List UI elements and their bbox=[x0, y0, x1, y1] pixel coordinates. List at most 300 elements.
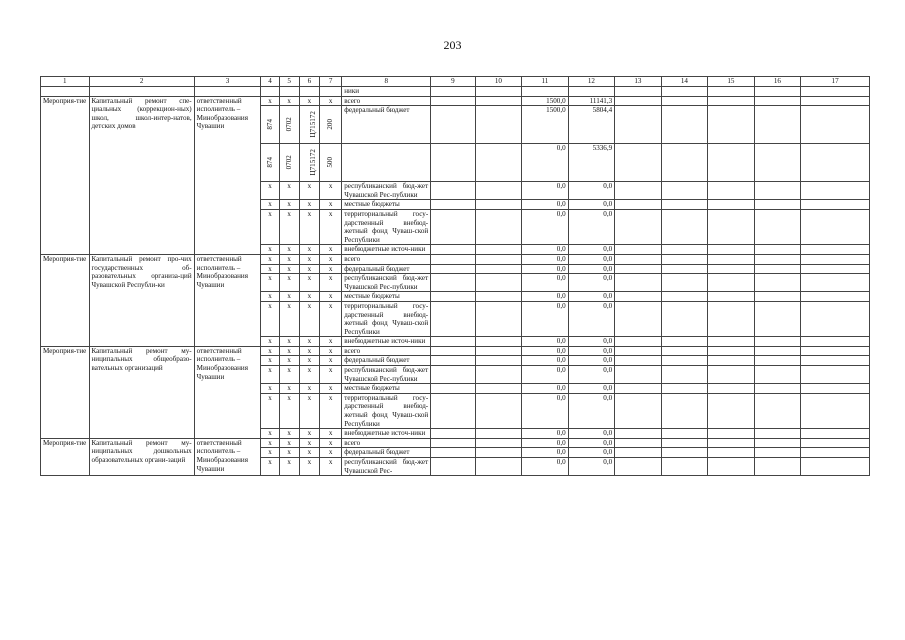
empty-cell bbox=[801, 356, 870, 366]
empty-cell bbox=[475, 96, 522, 106]
value-cell-col12: 0,0 bbox=[568, 292, 615, 302]
empty-cell bbox=[475, 106, 522, 144]
code-cell: x bbox=[320, 245, 342, 255]
empty-cell bbox=[754, 144, 801, 182]
code-value: 200 bbox=[326, 119, 335, 131]
empty-cell bbox=[431, 393, 475, 428]
code-cell: x bbox=[320, 301, 342, 336]
empty-cell bbox=[615, 429, 662, 439]
code-cell: x bbox=[320, 96, 342, 106]
empty-cell bbox=[754, 356, 801, 366]
empty-cell bbox=[431, 337, 475, 347]
source-cell: республиканский бюд-жет Чувашской Рес-публики bbox=[342, 366, 431, 384]
empty-cell bbox=[754, 301, 801, 336]
budget-table bbox=[40, 76, 870, 476]
empty-cell bbox=[475, 429, 522, 439]
responsible-cell: ответственный исполнитель – Минобразования Чувашии bbox=[194, 96, 261, 254]
empty-cell bbox=[661, 274, 708, 292]
empty-cell bbox=[754, 292, 801, 302]
column-header: 17 bbox=[801, 77, 870, 87]
empty-cell bbox=[801, 337, 870, 347]
code-cell: x bbox=[299, 438, 319, 448]
empty-cell bbox=[431, 366, 475, 384]
value-cell-col11: 0,0 bbox=[522, 301, 569, 336]
value-cell-col12: 0,0 bbox=[568, 438, 615, 448]
code-cell: x bbox=[261, 458, 279, 476]
empty-cell bbox=[661, 301, 708, 336]
empty-cell bbox=[431, 254, 475, 264]
empty-cell bbox=[708, 356, 755, 366]
code-value: 0702 bbox=[284, 155, 293, 170]
empty-cell bbox=[801, 448, 870, 458]
empty-cell bbox=[431, 106, 475, 144]
source-cell: всего bbox=[342, 346, 431, 356]
empty-cell bbox=[801, 301, 870, 336]
code-cell: x bbox=[320, 274, 342, 292]
code-cell bbox=[320, 106, 342, 144]
empty-cell bbox=[475, 448, 522, 458]
empty-cell bbox=[475, 144, 522, 182]
code-cell: x bbox=[261, 356, 279, 366]
empty-cell bbox=[708, 245, 755, 255]
empty-cell bbox=[661, 96, 708, 106]
column-header: 12 bbox=[568, 77, 615, 87]
empty-cell bbox=[708, 274, 755, 292]
code-cell: x bbox=[299, 254, 319, 264]
source-cell: федеральный бюджет bbox=[342, 448, 431, 458]
column-header: 2 bbox=[89, 77, 194, 87]
empty-cell bbox=[708, 182, 755, 200]
code-cell: x bbox=[320, 458, 342, 476]
code-cell: x bbox=[279, 448, 299, 458]
code-cell: x bbox=[279, 182, 299, 200]
empty-cell bbox=[661, 209, 708, 244]
value-cell-col12: 0,0 bbox=[568, 274, 615, 292]
code-cell: x bbox=[299, 448, 319, 458]
code-cell: x bbox=[320, 209, 342, 244]
value-cell-col11: 0,0 bbox=[522, 438, 569, 448]
value-cell-col11: 0,0 bbox=[522, 182, 569, 200]
value-cell-col12: 5804,4 bbox=[568, 106, 615, 144]
code-cell bbox=[261, 144, 279, 182]
value-cell-col11: 0,0 bbox=[522, 292, 569, 302]
value-cell-col11: 0,0 bbox=[522, 458, 569, 476]
value-cell-col11: 0,0 bbox=[522, 264, 569, 274]
empty-cell bbox=[708, 96, 755, 106]
empty-cell bbox=[708, 384, 755, 394]
empty-cell bbox=[615, 384, 662, 394]
empty-cell bbox=[661, 87, 708, 97]
code-cell: x bbox=[320, 393, 342, 428]
empty-cell bbox=[475, 274, 522, 292]
empty-cell bbox=[615, 438, 662, 448]
code-cell: x bbox=[320, 200, 342, 210]
empty-cell bbox=[475, 264, 522, 274]
code-cell bbox=[279, 144, 299, 182]
empty-cell bbox=[801, 346, 870, 356]
empty-cell bbox=[615, 356, 662, 366]
code-cell: x bbox=[261, 384, 279, 394]
empty-cell bbox=[801, 245, 870, 255]
source-cell: местные бюджеты bbox=[342, 200, 431, 210]
code-cell: x bbox=[279, 356, 299, 366]
source-cell: внебюджетные источ-ники bbox=[342, 337, 431, 347]
code-value: Ц715172 bbox=[308, 111, 317, 138]
code-cell: x bbox=[320, 254, 342, 264]
page-number: 203 bbox=[443, 38, 462, 52]
source-cell: республиканский бюд-жет Чувашской Рес-публики bbox=[342, 182, 431, 200]
value-cell-col12: 0,0 bbox=[568, 245, 615, 255]
header-row bbox=[41, 77, 870, 87]
source-cell: всего bbox=[342, 254, 431, 264]
empty-cell bbox=[801, 182, 870, 200]
empty-cell bbox=[299, 87, 319, 97]
empty-cell bbox=[801, 384, 870, 394]
code-cell: x bbox=[279, 384, 299, 394]
empty-cell bbox=[431, 96, 475, 106]
source-cell: всего bbox=[342, 96, 431, 106]
column-header: 8 bbox=[342, 77, 431, 87]
code-cell: x bbox=[299, 292, 319, 302]
empty-cell bbox=[754, 337, 801, 347]
empty-cell bbox=[754, 200, 801, 210]
value-cell-col12: 0,0 bbox=[568, 254, 615, 264]
code-cell: x bbox=[320, 429, 342, 439]
value-cell-col12: 0,0 bbox=[568, 366, 615, 384]
empty-cell bbox=[801, 292, 870, 302]
event-type-cell: Мероприя-тие bbox=[41, 346, 90, 438]
empty-cell bbox=[801, 87, 870, 97]
empty-cell bbox=[615, 274, 662, 292]
code-cell: x bbox=[279, 209, 299, 244]
empty-cell bbox=[708, 264, 755, 274]
code-cell: x bbox=[320, 346, 342, 356]
empty-cell bbox=[522, 87, 569, 97]
empty-cell bbox=[615, 245, 662, 255]
source-cell: республиканский бюд-жет Чувашской Рес- bbox=[342, 458, 431, 476]
code-cell: x bbox=[279, 366, 299, 384]
empty-cell bbox=[41, 87, 90, 97]
empty-cell bbox=[661, 245, 708, 255]
empty-cell bbox=[754, 458, 801, 476]
source-cell: территориальный госу-дарственный внебюд-жетный фонд Чуваш-ской Республики bbox=[342, 209, 431, 244]
value-cell-col11: 0,0 bbox=[522, 346, 569, 356]
source-cell bbox=[342, 144, 431, 182]
empty-cell bbox=[475, 393, 522, 428]
code-cell: x bbox=[299, 245, 319, 255]
value-cell-col12: 0,0 bbox=[568, 301, 615, 336]
event-name-cell: Капитальный ремонт му-ниципальных общеобразо-вательных организаций bbox=[89, 346, 194, 438]
code-cell: x bbox=[279, 96, 299, 106]
column-header: 5 bbox=[279, 77, 299, 87]
column-header: 11 bbox=[522, 77, 569, 87]
empty-cell bbox=[475, 245, 522, 255]
value-cell-col12: 0,0 bbox=[568, 209, 615, 244]
empty-cell bbox=[801, 254, 870, 264]
code-cell: x bbox=[261, 182, 279, 200]
value-cell-col12: 0,0 bbox=[568, 429, 615, 439]
empty-cell bbox=[708, 346, 755, 356]
empty-cell bbox=[754, 87, 801, 97]
source-cell: федеральный бюджет bbox=[342, 106, 431, 144]
responsible-cell: ответственный исполнитель – Минобразования Чувашии bbox=[194, 254, 261, 346]
code-cell: x bbox=[320, 448, 342, 458]
empty-cell bbox=[431, 200, 475, 210]
empty-cell bbox=[708, 200, 755, 210]
value-cell-col12: 11141,3 bbox=[568, 96, 615, 106]
empty-cell bbox=[801, 264, 870, 274]
code-cell bbox=[299, 144, 319, 182]
code-cell: x bbox=[299, 384, 319, 394]
code-cell: x bbox=[261, 274, 279, 292]
responsible-cell: ответственный исполнитель – Минобразования Чувашии bbox=[194, 438, 261, 475]
empty-cell bbox=[431, 144, 475, 182]
column-header: 15 bbox=[708, 77, 755, 87]
empty-cell bbox=[801, 209, 870, 244]
code-cell: x bbox=[299, 209, 319, 244]
code-cell: x bbox=[299, 301, 319, 336]
empty-cell bbox=[754, 245, 801, 255]
column-header: 16 bbox=[754, 77, 801, 87]
code-cell: x bbox=[261, 448, 279, 458]
empty-cell bbox=[615, 448, 662, 458]
code-cell: x bbox=[261, 200, 279, 210]
value-cell-col11: 0,0 bbox=[522, 448, 569, 458]
event-name-cell: Капитальный ремонт про-чих государственных об-разовательных организа-ций Чувашской Республи-ки bbox=[89, 254, 194, 346]
value-cell-col11: 0,0 bbox=[522, 254, 569, 264]
empty-cell bbox=[754, 393, 801, 428]
empty-cell bbox=[661, 200, 708, 210]
code-value: Ц715172 bbox=[308, 149, 317, 176]
empty-cell bbox=[475, 200, 522, 210]
value-cell-col11: 0,0 bbox=[522, 200, 569, 210]
value-cell-col11: 0,0 bbox=[522, 209, 569, 244]
code-cell: x bbox=[261, 96, 279, 106]
empty-cell bbox=[615, 144, 662, 182]
code-cell: x bbox=[299, 337, 319, 347]
value-cell-col11: 0,0 bbox=[522, 429, 569, 439]
value-cell-col12: 5336,9 bbox=[568, 144, 615, 182]
table-row bbox=[41, 346, 870, 356]
value-cell-col12: 0,0 bbox=[568, 200, 615, 210]
source-cell: федеральный бюджет bbox=[342, 264, 431, 274]
empty-cell bbox=[661, 393, 708, 428]
event-type-cell: Мероприя-тие bbox=[41, 438, 90, 475]
value-cell-col11: 0,0 bbox=[522, 337, 569, 347]
empty-cell bbox=[431, 301, 475, 336]
code-cell: x bbox=[299, 182, 319, 200]
empty-cell bbox=[615, 106, 662, 144]
empty-cell bbox=[754, 209, 801, 244]
empty-cell bbox=[661, 292, 708, 302]
empty-cell bbox=[615, 182, 662, 200]
code-cell: x bbox=[320, 356, 342, 366]
empty-cell bbox=[754, 438, 801, 448]
empty-cell bbox=[194, 87, 261, 97]
table-row bbox=[41, 438, 870, 448]
empty-cell bbox=[661, 144, 708, 182]
empty-cell bbox=[801, 393, 870, 428]
code-value: 874 bbox=[265, 119, 274, 131]
value-cell-col12: 0,0 bbox=[568, 448, 615, 458]
empty-cell bbox=[801, 200, 870, 210]
code-cell: x bbox=[299, 264, 319, 274]
empty-cell bbox=[431, 356, 475, 366]
empty-cell bbox=[615, 200, 662, 210]
code-cell: x bbox=[320, 384, 342, 394]
empty-cell bbox=[708, 393, 755, 428]
code-cell: x bbox=[299, 274, 319, 292]
empty-cell bbox=[615, 301, 662, 336]
empty-cell bbox=[754, 96, 801, 106]
table-row bbox=[41, 87, 870, 97]
empty-cell bbox=[431, 458, 475, 476]
value-cell-col11: 0,0 bbox=[522, 393, 569, 428]
code-cell: x bbox=[279, 264, 299, 274]
empty-cell bbox=[475, 356, 522, 366]
code-cell: x bbox=[299, 346, 319, 356]
source-cell: местные бюджеты bbox=[342, 384, 431, 394]
code-cell: x bbox=[320, 182, 342, 200]
code-cell: x bbox=[299, 429, 319, 439]
empty-cell bbox=[708, 106, 755, 144]
empty-cell bbox=[431, 429, 475, 439]
empty-cell bbox=[475, 337, 522, 347]
code-cell: x bbox=[279, 346, 299, 356]
code-cell bbox=[279, 106, 299, 144]
empty-cell bbox=[615, 209, 662, 244]
empty-cell bbox=[431, 245, 475, 255]
column-header: 6 bbox=[299, 77, 319, 87]
table-row bbox=[41, 254, 870, 264]
source-cell: ники bbox=[342, 87, 431, 97]
empty-cell bbox=[754, 448, 801, 458]
empty-cell bbox=[661, 356, 708, 366]
column-header: 13 bbox=[615, 77, 662, 87]
empty-cell bbox=[708, 448, 755, 458]
table-row bbox=[41, 96, 870, 106]
event-type-cell: Мероприя-тие bbox=[41, 254, 90, 346]
empty-cell bbox=[615, 87, 662, 97]
code-cell: x bbox=[279, 458, 299, 476]
empty-cell bbox=[615, 96, 662, 106]
source-cell: территориальный госу-дарственный внебюд-жетный фонд Чуваш-ской Республики bbox=[342, 301, 431, 336]
value-cell-col11: 1500,0 bbox=[522, 96, 569, 106]
value-cell-col12: 0,0 bbox=[568, 393, 615, 428]
empty-cell bbox=[661, 448, 708, 458]
code-cell: x bbox=[261, 264, 279, 274]
code-cell: x bbox=[261, 292, 279, 302]
code-cell: x bbox=[261, 393, 279, 428]
value-cell-col12: 0,0 bbox=[568, 337, 615, 347]
code-cell: x bbox=[320, 366, 342, 384]
empty-cell bbox=[320, 87, 342, 97]
empty-cell bbox=[431, 274, 475, 292]
column-header: 1 bbox=[41, 77, 90, 87]
event-name-cell: Капитальный ремонт спе-циальных (коррекцион-ных) школ, школ-интер-натов, детских домов bbox=[89, 96, 194, 254]
empty-cell bbox=[754, 264, 801, 274]
code-cell: x bbox=[320, 264, 342, 274]
empty-cell bbox=[801, 144, 870, 182]
code-cell: x bbox=[299, 356, 319, 366]
code-cell: x bbox=[261, 245, 279, 255]
code-cell: x bbox=[261, 346, 279, 356]
empty-cell bbox=[801, 106, 870, 144]
empty-cell bbox=[661, 346, 708, 356]
code-cell: x bbox=[299, 458, 319, 476]
value-cell-col12: 0,0 bbox=[568, 458, 615, 476]
empty-cell bbox=[708, 458, 755, 476]
empty-cell bbox=[431, 182, 475, 200]
value-cell-col11: 0,0 bbox=[522, 384, 569, 394]
empty-cell bbox=[661, 384, 708, 394]
empty-cell bbox=[475, 292, 522, 302]
column-header: 14 bbox=[661, 77, 708, 87]
code-cell: x bbox=[279, 438, 299, 448]
column-header: 7 bbox=[320, 77, 342, 87]
empty-cell bbox=[661, 429, 708, 439]
empty-cell bbox=[615, 458, 662, 476]
empty-cell bbox=[661, 366, 708, 384]
value-cell-col11: 1500,0 bbox=[522, 106, 569, 144]
empty-cell bbox=[661, 337, 708, 347]
empty-cell bbox=[475, 438, 522, 448]
empty-cell bbox=[431, 438, 475, 448]
value-cell-col12: 0,0 bbox=[568, 384, 615, 394]
code-cell: x bbox=[279, 200, 299, 210]
empty-cell bbox=[568, 87, 615, 97]
code-cell bbox=[261, 106, 279, 144]
empty-cell bbox=[708, 429, 755, 439]
code-cell: x bbox=[320, 438, 342, 448]
code-cell: x bbox=[261, 438, 279, 448]
source-cell: республиканский бюд-жет Чувашской Рес-публики bbox=[342, 274, 431, 292]
empty-cell bbox=[661, 458, 708, 476]
event-name-cell: Капитальный ремонт му-ниципальных дошкольных образовательных органи-заций bbox=[89, 438, 194, 475]
source-cell: федеральный бюджет bbox=[342, 356, 431, 366]
value-cell-col12: 0,0 bbox=[568, 356, 615, 366]
empty-cell bbox=[661, 182, 708, 200]
code-cell: x bbox=[279, 274, 299, 292]
value-cell-col12: 0,0 bbox=[568, 346, 615, 356]
empty-cell bbox=[801, 96, 870, 106]
code-cell: x bbox=[261, 209, 279, 244]
source-cell: местные бюджеты bbox=[342, 292, 431, 302]
empty-cell bbox=[615, 346, 662, 356]
value-cell-col12: 0,0 bbox=[568, 182, 615, 200]
code-cell: x bbox=[279, 292, 299, 302]
empty-cell bbox=[708, 144, 755, 182]
empty-cell bbox=[754, 274, 801, 292]
source-cell: всего bbox=[342, 438, 431, 448]
empty-cell bbox=[475, 366, 522, 384]
event-type-cell: Мероприя-тие bbox=[41, 96, 90, 254]
code-cell: x bbox=[279, 393, 299, 428]
empty-cell bbox=[475, 346, 522, 356]
code-cell bbox=[299, 106, 319, 144]
empty-cell bbox=[661, 264, 708, 274]
empty-cell bbox=[708, 337, 755, 347]
empty-cell bbox=[754, 182, 801, 200]
value-cell-col11: 0,0 bbox=[522, 245, 569, 255]
empty-cell bbox=[431, 209, 475, 244]
code-cell: x bbox=[279, 337, 299, 347]
empty-cell bbox=[615, 337, 662, 347]
code-cell: x bbox=[299, 200, 319, 210]
code-value: 874 bbox=[265, 157, 274, 169]
empty-cell bbox=[475, 458, 522, 476]
code-cell: x bbox=[320, 292, 342, 302]
